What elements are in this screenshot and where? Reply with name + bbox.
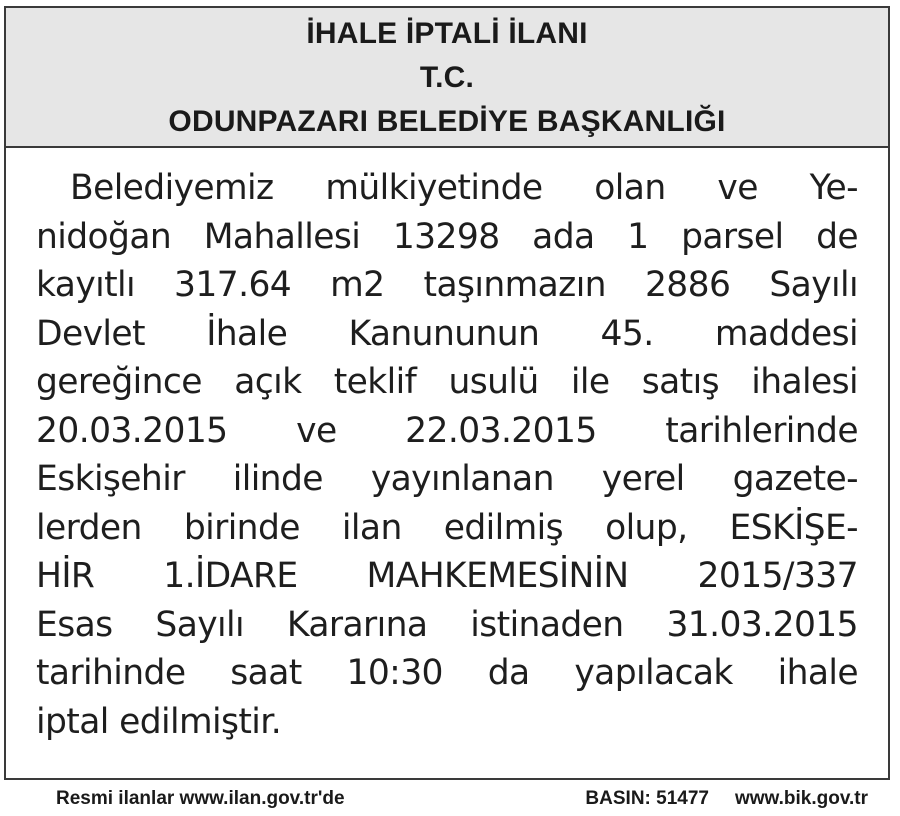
notice-box — [4, 6, 890, 780]
body-line: 20.03.2015 ve 22.03.2015 tarihlerinde — [36, 410, 858, 451]
body-line: Devlet İhale Kanununun 45. maddesi — [36, 313, 858, 354]
footer-ilan-link: Resmi ilanlar www.ilan.gov.tr'de — [56, 788, 345, 809]
notice-country: T.C. — [419, 61, 475, 94]
footer-basin-number: BASIN: 51477 — [585, 788, 709, 809]
body-line: gereğince açık teklif usulü ile satış ihalesi — [36, 362, 858, 402]
body-line: Belediyemiz mülkiyetinde olan ve Ye- — [70, 168, 858, 208]
body-line: nidoğan Mahallesi 13298 ada 1 parsel de — [36, 216, 858, 257]
notice-footer — [0, 782, 900, 816]
notice-body — [6, 148, 888, 746]
footer-right — [585, 788, 868, 810]
notice-header — [6, 8, 888, 148]
body-line: HİR 1.İDARE MAHKEMESİNİN 2015/337 — [36, 556, 858, 596]
body-line: Esas Sayılı Kararına istinaden 31.03.2015 — [36, 604, 858, 645]
body-line: Eskişehir ilinde yayınlanan yerel gazete- — [36, 459, 858, 499]
notice-institution: ODUNPAZARI BELEDİYE BAŞKANLIĞI — [168, 105, 726, 138]
notice-title: İHALE İPTALİ İLANI — [306, 17, 588, 50]
body-line: tarihinde saat 10:30 da yapılacak ihale — [36, 653, 858, 693]
body-line: iptal edilmiştir. — [36, 701, 282, 742]
footer-bik-link: www.bik.gov.tr — [734, 788, 868, 809]
body-line: lerden birinde ilan edilmiş olup, ESKİŞE- — [36, 507, 858, 548]
body-line: kayıtlı 317.64 m2 taşınmazın 2886 Sayılı — [36, 265, 858, 305]
